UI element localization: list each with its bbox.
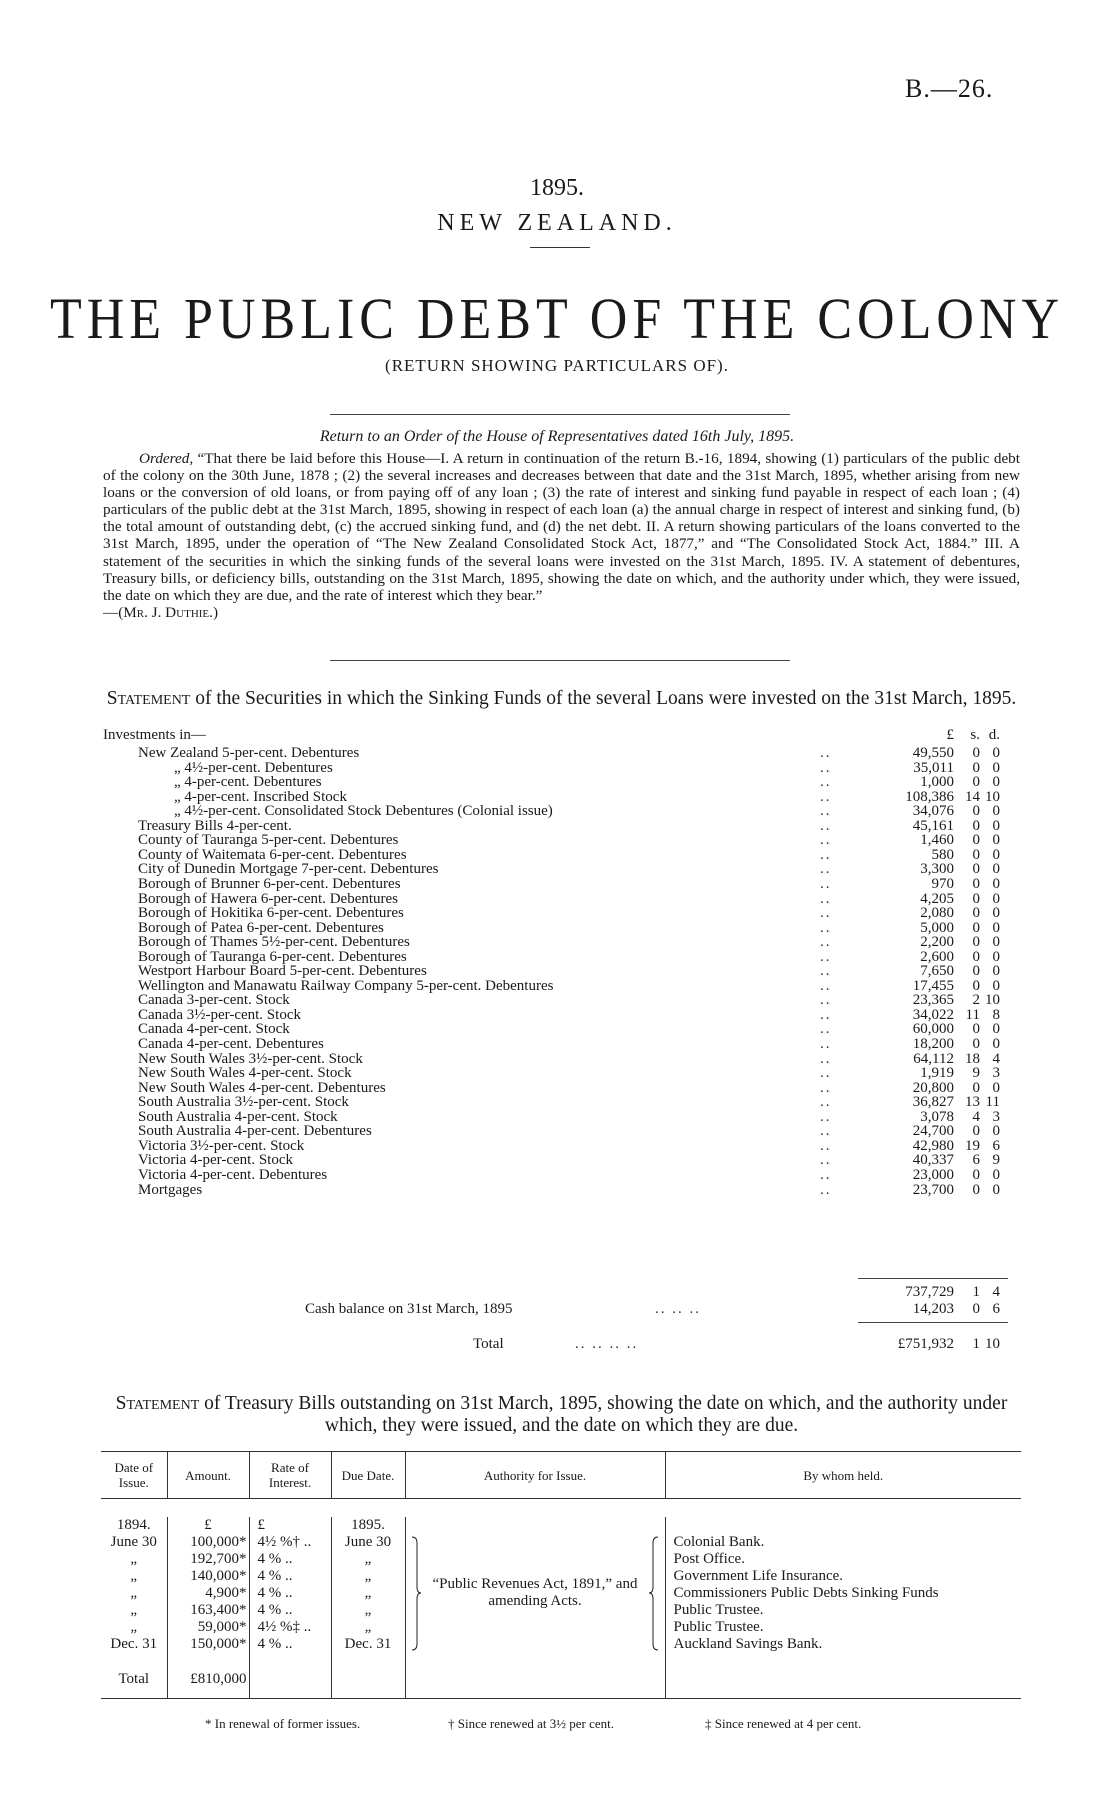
header-rate: Rate of Interest. [249,1452,331,1499]
leader-dots: .. [820,1181,832,1198]
investment-pence: 0 [992,905,1000,922]
holder: Public Trustee. [673,1618,764,1635]
leader-dots: .. [820,1079,832,1096]
leader-dots: .. [820,846,832,863]
investment-pence: 10 [985,992,1000,1009]
investments-intro: Investments in— [103,727,206,743]
investment-label: County of Waitemata 6-per-cent. Debentures [138,846,407,863]
investment-shillings: 0 [972,1079,980,1096]
investment-shillings: 0 [972,1036,980,1052]
investment-pounds: 35,011 [913,759,954,776]
investment-pence: 0 [992,846,1000,863]
investment-pence: 0 [992,803,1000,820]
investment-pence: 0 [992,977,1000,994]
investment-pounds: 24,700 [912,1123,954,1140]
investment-label: Borough of Patea 6-per-cent. Debentures [138,919,384,936]
divider-top [330,414,790,415]
holder: Auckland Savings Bank. [673,1635,823,1652]
investment-pounds: 2,200 [920,934,954,951]
investment-shillings: 0 [972,759,980,776]
ordered-label: Ordered, [139,450,194,467]
bill-amount: 163,400* [190,1601,247,1618]
leader-dots: .. [820,1050,832,1067]
investment-shillings: 0 [972,890,980,907]
footnote-double-dagger: ‡ Since renewed at 4 per cent. [705,1716,862,1731]
investments-title-rest: of the Securities in which the Sinking Funds of the several Loans were invested on the 31st March, 1895. [195,688,1017,709]
investment-pounds: 36,827 [912,1094,954,1111]
investments-title [103,688,1020,709]
issue-date: „ [130,1601,138,1618]
total-shillings: 1 [972,1336,980,1352]
investment-label: Victoria 4-per-cent. Stock [138,1152,293,1169]
investment-shillings: 0 [972,803,980,820]
investment-pounds: 580 [931,846,954,863]
issue-date: June 30 [110,1533,157,1550]
issue-date: Dec. 31 [110,1635,158,1652]
due-date: „ [364,1618,372,1635]
investment-label: Canada 3½-per-cent. Stock [138,1006,301,1023]
investment-shillings: 11 [965,1006,980,1023]
investment-pence: 0 [992,817,1000,834]
investment-pence: 0 [992,774,1000,791]
header-due-date: Due Date. [331,1452,405,1499]
subtotal-rule [858,1278,1008,1279]
investment-pounds: 2,600 [920,948,954,965]
treasury-total-row [101,1663,1021,1699]
issue-date: „ [130,1550,138,1567]
holder: Post Office. [673,1550,745,1567]
leader-dots: .. [820,1065,832,1082]
investment-label: Victoria 3½-per-cent. Stock [138,1137,305,1154]
treasury-body [101,1534,1021,1653]
total-pounds: £751,932 [897,1336,954,1352]
treasury-units-row [101,1517,1021,1534]
holders-column [665,1534,1021,1653]
investment-label: Borough of Hawera 6-per-cent. Debentures [138,890,399,907]
leader-dots: .. [820,948,832,965]
leader-dots: .. .. .. [655,1301,701,1317]
interest-rate: 4 % .. [257,1601,293,1618]
investment-pounds: 2,080 [920,905,954,922]
cash-balance-row [0,1301,1114,1318]
investment-pence: 0 [992,875,1000,892]
investment-shillings: 0 [972,875,980,892]
investment-pence: 0 [992,1021,1000,1038]
due-dates-column [331,1534,405,1653]
leader-dots: .. .. .. .. [575,1336,639,1352]
leader-dots: .. [820,759,832,776]
leader-dots: .. [820,963,832,980]
due-date: „ [364,1567,372,1584]
investment-shillings: 14 [965,788,980,805]
issue-date: „ [130,1584,138,1601]
leader-dots: .. [820,1006,832,1023]
investment-pence: 6 [992,1137,1000,1154]
investment-label: New South Wales 4-per-cent. Debentures [138,1079,386,1096]
leader-dots: .. [820,861,832,878]
issue-date: „ [130,1618,138,1635]
investment-label: Borough of Tauranga 6-per-cent. Debentures [138,948,407,965]
investment-shillings: 4 [972,1108,980,1125]
year-issue: 1894. [101,1517,167,1534]
leader-dots: .. [820,1094,832,1111]
interest-rate: 4 % .. [257,1635,293,1652]
investment-pence: 0 [992,1123,1000,1140]
investment-pence: 0 [992,890,1000,907]
investment-shillings: 0 [972,905,980,922]
investment-pounds: 1,000 [920,774,954,791]
investment-shillings: 0 [972,977,980,994]
total-rule [858,1322,1008,1323]
interest-rate: 4 % .. [257,1567,293,1584]
leader-dots: .. [820,788,832,805]
investment-shillings: 18 [965,1050,980,1067]
leader-dots: .. [820,977,832,994]
investment-pounds: 23,700 [912,1181,954,1198]
investment-pounds: 1,460 [920,832,954,849]
bill-amount: 140,000* [190,1567,247,1584]
investment-pence: 3 [992,1108,1000,1125]
subtotal-shillings: 1 [972,1284,980,1300]
bill-amount: 59,000* [197,1618,247,1635]
cash-balance-pounds: 14,203 [912,1301,954,1317]
investment-pounds: 20,800 [912,1079,954,1096]
investment-pence: 0 [992,1079,1000,1096]
bill-amount: 100,000* [190,1533,247,1550]
country-heading: NEW ZEALAND. [437,210,677,236]
investment-pence: 0 [992,963,1000,980]
col-pounds-header: £ [946,727,954,743]
investment-pence: 0 [992,745,1000,761]
leader-dots: .. [820,875,832,892]
order-paragraph [103,450,1020,621]
issue-date: „ [130,1567,138,1584]
leader-dots: .. [820,774,832,791]
leader-dots: .. [820,1166,832,1183]
investment-shillings: 0 [972,745,980,761]
interest-rate: 4½ %† .. [257,1533,312,1550]
investment-pounds: 45,161 [912,817,954,834]
header-authority: Authority for Issue. [405,1452,665,1499]
investment-pence: 9 [992,1152,1000,1169]
leader-dots: .. [820,832,832,849]
investment-label: Victoria 4-per-cent. Debentures [138,1166,328,1183]
investment-pounds: 23,365 [912,992,954,1009]
authority-cell [405,1534,665,1653]
leader-dots: .. [820,1137,832,1154]
leader-dots: .. [820,1036,832,1052]
investment-pence: 0 [992,759,1000,776]
leader-dots: .. [820,803,832,820]
investment-label: Wellington and Manawatu Railway Company 5-per-cent. Debentures [138,977,554,994]
investment-row [0,1182,1114,1199]
investment-shillings: 9 [972,1065,980,1082]
leader-dots: .. [820,905,832,922]
investment-label: South Australia 4-per-cent. Debentures [138,1123,372,1140]
subtotal-pounds: 737,729 [905,1284,954,1300]
total-label: Total [473,1336,504,1352]
due-date: „ [364,1584,372,1601]
leader-dots: .. [820,745,832,761]
investment-pounds: 64,112 [913,1050,954,1067]
leader-dots: .. [820,1021,832,1038]
amounts-column [167,1534,249,1653]
investment-label: „ 4½-per-cent. Consolidated Stock Debentures (Colonial issue) [174,803,553,820]
leader-dots: .. [820,919,832,936]
interest-rate: 4½ %‡ .. [257,1618,312,1635]
investment-label: Borough of Thames 5½-per-cent. Debentures [138,934,410,951]
investment-pounds: 4,205 [920,890,954,907]
investment-pounds: 18,200 [912,1036,954,1052]
bill-amount: 4,900* [205,1584,247,1601]
cash-balance-pence: 6 [992,1301,1000,1317]
investment-pence: 0 [992,1166,1000,1183]
page-subtitle: (RETURN SHOWING PARTICULARS OF). [385,356,729,375]
cash-balance-label: Cash balance on 31st March, 1895 [305,1301,513,1317]
investment-pounds: 3,300 [920,861,954,878]
leader-dots: .. [820,1108,832,1125]
investment-pence: 0 [992,1181,1000,1198]
investment-label: Canada 3-per-cent. Stock [138,992,290,1009]
investment-pounds: 60,000 [912,1021,954,1038]
treasury-title [103,1393,1020,1437]
investment-label: County of Tauranga 5-per-cent. Debentures [138,832,399,849]
bill-amount: 192,700* [190,1550,247,1567]
investment-shillings: 0 [972,817,980,834]
investment-label: City of Dunedin Mortgage 7-per-cent. Debentures [138,861,439,878]
investments-header-row [0,727,1114,744]
investment-shillings: 0 [972,1123,980,1140]
investment-pence: 8 [992,1006,1000,1023]
subtotal-pence: 4 [992,1284,1000,1300]
document-year: 1895. [530,175,584,201]
treasury-title-rest: of Treasury Bills outstanding on 31st March, 1895, showing the date on which, and the authority under which, they were issued, and the date on which they are due. [204,1393,1008,1436]
investment-pounds: 49,550 [912,745,954,761]
interest-rate: 4 % .. [257,1584,293,1601]
investment-pounds: 17,455 [912,977,954,994]
investment-label: New South Wales 3½-per-cent. Stock [138,1050,363,1067]
amount-unit: £ [167,1517,249,1534]
interest-rate: 4 % .. [257,1550,293,1567]
investment-pounds: 7,650 [920,963,954,980]
total-row [0,1336,1114,1353]
header-date-issue: Date of Issue. [101,1452,167,1499]
investment-shillings: 0 [972,1021,980,1038]
investment-pounds: 1,919 [920,1065,954,1082]
leader-dots: .. [820,992,832,1009]
investment-shillings: 0 [972,948,980,965]
investment-pounds: 42,980 [912,1137,954,1154]
investment-label: „ 4½-per-cent. Debentures [174,759,333,776]
investment-shillings: 0 [972,934,980,951]
order-text: “That there be laid before this House—I. A return in continuation of the return B.-16, 1894, showing (1) particulars of the public debt of the colony on the 30th June, 1878 ; (2) the several increases and decreases between that date and the 31st March, 1895, whether arising from new loans or the conversion of old loans, or from paying off of any loan ; (3) the rate of interest and sinking fund payable in respect of each loan ; (4) particulars of the public debt at the 31st March, 1895, showing in respect of each loan (a) the annual charge in respect of interest and sinking fund, (b) the total amount of outstanding debt, (c) the accrued sinking fund, and (d) the net debt. II. A return showing particulars of the loans converted to the 31st March, 1895, under the operation of “The New Zealand Consolidated Stock Act, 1877,” and “The Consolidated Stock Act, 1884.” III. A statement of the securities in which the sinking funds of the several loans were invested on the 31st March, 1895. IV. A statement of debentures, Treasury bills, or deficiency bills, outstanding on the 31st March, 1895, showing the date on which, and the authority under which, they were issued, the date on which they are due, and the rate of interest which they bear.” [103,450,1020,604]
treasury-title-lead: Statement [115,1393,200,1414]
due-date: „ [364,1601,372,1618]
total-pence: 10 [985,1336,1000,1352]
investment-shillings: 19 [965,1137,980,1154]
investment-label: New Zealand 5-per-cent. Debentures [138,745,360,761]
investment-shillings: 0 [972,963,980,980]
investment-pence: 4 [992,1050,1000,1067]
treasury-header-row [101,1452,1021,1499]
header-amount: Amount. [167,1452,249,1499]
investments-title-lead: Statement [106,688,191,709]
leader-dots: .. [820,1152,832,1169]
header-held-by: By whom held. [665,1452,1021,1499]
investment-label: South Australia 4-per-cent. Stock [138,1108,338,1125]
investment-pence: 0 [992,861,1000,878]
investment-label: Treasury Bills 4-per-cent. [138,817,292,834]
investment-pence: 0 [992,948,1000,965]
leader-dots: .. [820,934,832,951]
due-date: „ [364,1550,372,1567]
investment-pence: 0 [992,919,1000,936]
short-divider [530,247,590,248]
due-date: Dec. 31 [344,1635,392,1652]
investment-label: Canada 4-per-cent. Debentures [138,1036,324,1052]
leader-dots: .. [820,817,832,834]
investment-pounds: 34,076 [912,803,954,820]
col-pence-header: d. [988,727,1000,743]
treasury-total-label: Total [101,1663,167,1699]
investment-label: „ 4-per-cent. Debentures [174,774,322,791]
col-shillings-header: s. [970,727,980,743]
investment-label: „ 4-per-cent. Inscribed Stock [174,788,347,805]
investment-shillings: 0 [972,846,980,863]
investment-label: Borough of Hokitika 6-per-cent. Debentures [138,905,404,922]
leader-dots: .. [820,890,832,907]
investment-pence: 0 [992,1036,1000,1052]
investment-pounds: 108,386 [905,788,954,805]
investment-pounds: 40,337 [912,1152,954,1169]
subtotal-row [0,1284,1114,1301]
investment-shillings: 13 [965,1094,980,1111]
investment-pounds: 5,000 [920,919,954,936]
investment-pence: 0 [992,934,1000,951]
authority-text: “Public Revenues Act, 1891,” and amending Acts. [432,1576,638,1609]
investment-shillings: 6 [972,1152,980,1169]
leader-dots: .. [820,1123,832,1140]
investment-label: Canada 4-per-cent. Stock [138,1021,290,1038]
due-date: June 30 [344,1533,392,1550]
return-order-line: Return to an Order of the House of Representatives dated 16th July, 1895. [319,428,795,445]
investment-shillings: 0 [972,774,980,791]
holder: Commissioners Public Debts Sinking Funds [673,1584,939,1601]
divider-middle [330,660,790,661]
investment-shillings: 0 [972,919,980,936]
page-title: THE PUBLIC DEBT OF THE COLONY [49,287,1065,352]
holder: Colonial Bank. [673,1533,765,1550]
rate-unit: £ [249,1517,331,1534]
investment-label: Borough of Brunner 6-per-cent. Debentures [138,875,401,892]
investment-shillings: 0 [972,1181,980,1198]
investment-pounds: 34,022 [912,1006,954,1023]
rates-column [249,1534,331,1653]
order-mover: —(Mr. J. Duthie.) [103,603,218,621]
issue-dates-column [101,1534,167,1653]
investment-label: New South Wales 4-per-cent. Stock [138,1065,352,1082]
year-due: 1895. [331,1517,405,1534]
investment-pounds: 23,000 [912,1166,954,1183]
footnote-renewal: * In renewal of former issues. [205,1716,361,1731]
investment-pence: 11 [985,1094,1000,1111]
footnote-dagger: † Since renewed at 3½ per cent. [448,1716,615,1731]
investment-pounds: 3,078 [920,1108,954,1125]
treasury-total-amount: £810,000 [167,1663,249,1699]
holder: Government Life Insurance. [673,1567,844,1584]
cash-balance-shillings: 0 [972,1301,980,1317]
document-code: B.—26. [905,74,994,103]
investment-pounds: 970 [931,875,954,892]
investment-label: Mortgages [138,1181,203,1198]
investment-label: South Australia 3½-per-cent. Stock [138,1094,349,1111]
investment-shillings: 2 [972,992,980,1009]
treasury-bills-table [101,1451,1021,1699]
investment-pence: 10 [985,788,1000,805]
investment-pence: 0 [992,832,1000,849]
investment-shillings: 0 [972,832,980,849]
investment-label: Westport Harbour Board 5-per-cent. Debentures [138,963,427,980]
bill-amount: 150,000* [190,1635,247,1652]
holder: Public Trustee. [673,1601,764,1618]
investment-shillings: 0 [972,1166,980,1183]
investment-pence: 3 [992,1065,1000,1082]
investment-shillings: 0 [972,861,980,878]
